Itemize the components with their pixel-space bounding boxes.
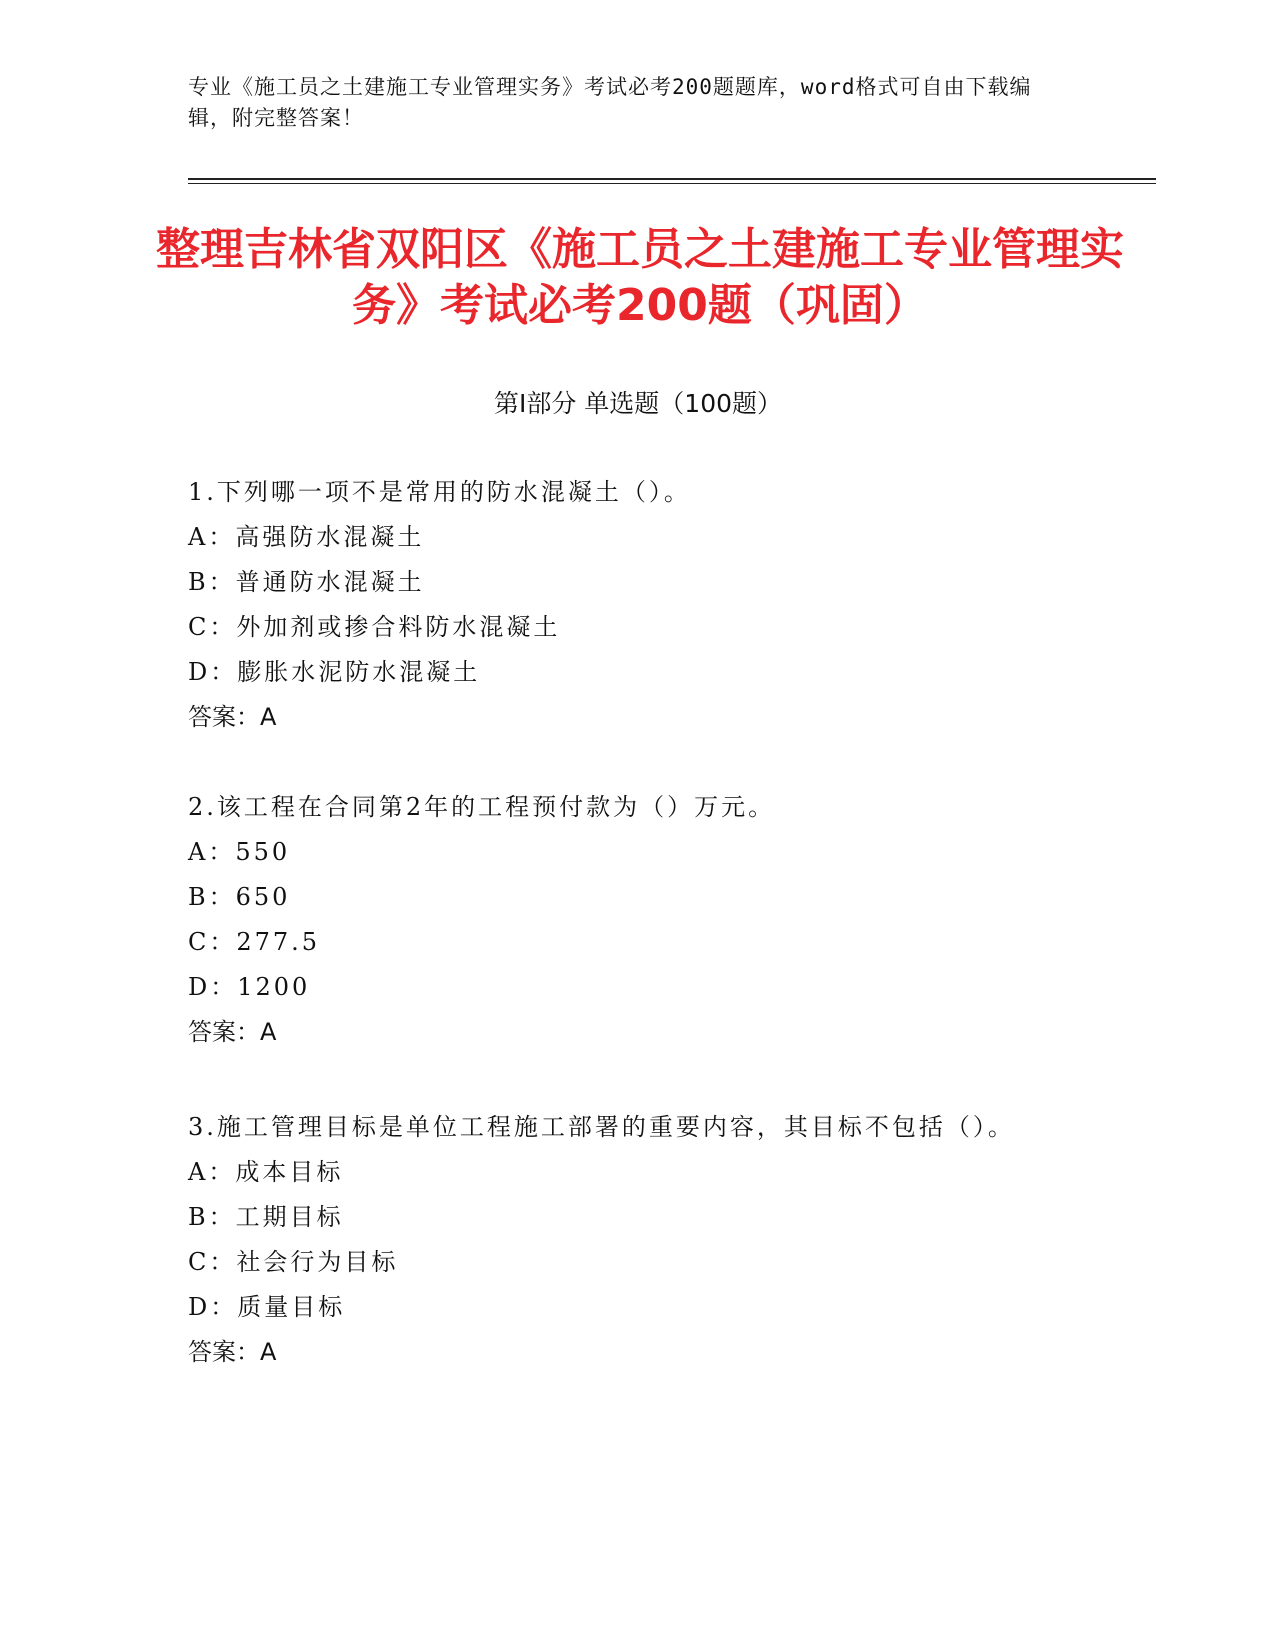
option-d: D：质量目标	[188, 1293, 346, 1321]
header-divider-thick	[188, 178, 1156, 180]
option-a: A：成本目标	[188, 1158, 344, 1186]
question-1	[188, 470, 1068, 740]
question-stem: 1.下列哪一项不是常用的防水混凝土（）。	[188, 478, 691, 506]
header-note: 专业《施工员之土建施工专业管理实务》考试必考200题题库，word格式可自由下载编辑，附完整答案！	[188, 75, 1032, 130]
document-title: 整理吉林省双阳区《施工员之土建施工专业管理实务》考试必考200题（巩固）	[156, 224, 1124, 331]
option-c: C：277.5	[188, 928, 321, 956]
question-3	[188, 1105, 1068, 1375]
option-b: B：650	[188, 883, 291, 911]
option-a: A：高强防水混凝土	[188, 523, 425, 551]
option-b: B：普通防水混凝土	[188, 568, 425, 596]
section-title: 第I部分 单选题（100题）	[493, 389, 783, 418]
question-stem: 2.该工程在合同第2年的工程预付款为（）万元。	[188, 793, 776, 821]
answer: 答案：A	[188, 1018, 277, 1046]
option-c: C：外加剂或掺合料防水混凝土	[188, 613, 561, 641]
answer: 答案：A	[188, 703, 277, 731]
question-2	[188, 785, 1068, 1055]
option-c: C：社会行为目标	[188, 1248, 399, 1276]
answer: 答案：A	[188, 1338, 277, 1366]
option-b: B：工期目标	[188, 1203, 344, 1231]
header-divider-thin	[188, 183, 1156, 184]
option-d: D：膨胀水泥防水混凝土	[188, 658, 481, 686]
question-stem: 3.施工管理目标是单位工程施工部署的重要内容，其目标不包括（）。	[188, 1113, 1015, 1141]
option-d: D：1200	[188, 973, 311, 1001]
option-a: A：550	[188, 838, 291, 866]
